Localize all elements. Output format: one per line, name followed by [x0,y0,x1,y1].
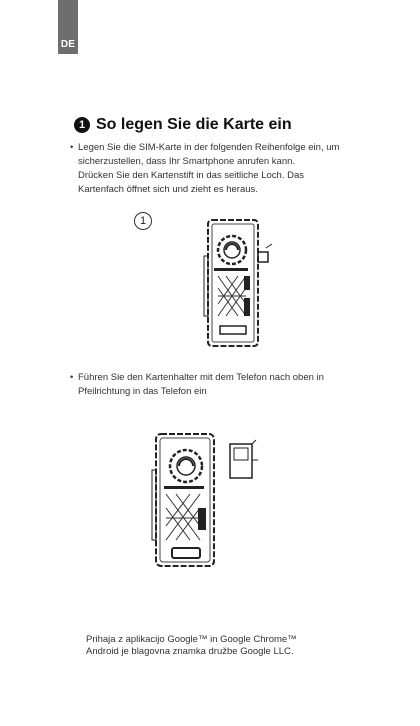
section-title: So legen Sie die Karte ein [96,116,292,133]
paragraph-line: Drücken Sie den Kartenstift in das seitliche Loch. Das [78,170,305,181]
section-number-badge: 1 [74,117,90,133]
instruction-paragraph-1 [70,141,390,197]
footer-trademark-note [86,634,346,658]
paragraph-line: Pfeilrichtung in das Telefon ein [78,386,207,397]
footer-line: Android je blagovna znamka družbe Google LLC. [86,646,294,657]
language-code: DE [60,39,76,50]
instruction-paragraph-2 [70,371,390,399]
language-tab [58,0,78,54]
phone-card-eject-illustration [200,216,280,352]
paragraph-line: Führen Sie den Kartenhalter mit dem Telefon nach oben in [78,372,324,383]
bullet: • [70,372,74,383]
bullet: • [70,142,74,153]
footer-line: Prihaja z aplikacijo Google™ in Google Chrome™ [86,634,297,645]
paragraph-line: Kartenfach öffnet sich und zieht es heraus. [78,184,258,195]
phone-card-insert-illustration [150,430,270,574]
step-marker: 1 [134,212,152,230]
paragraph-line: Legen Sie die SIM-Karte in der folgenden Reihenfolge ein, um [78,142,340,153]
paragraph-line: sicherzustellen, dass Ihr Smartphone anrufen kann. [78,156,296,167]
section-heading [74,116,292,134]
